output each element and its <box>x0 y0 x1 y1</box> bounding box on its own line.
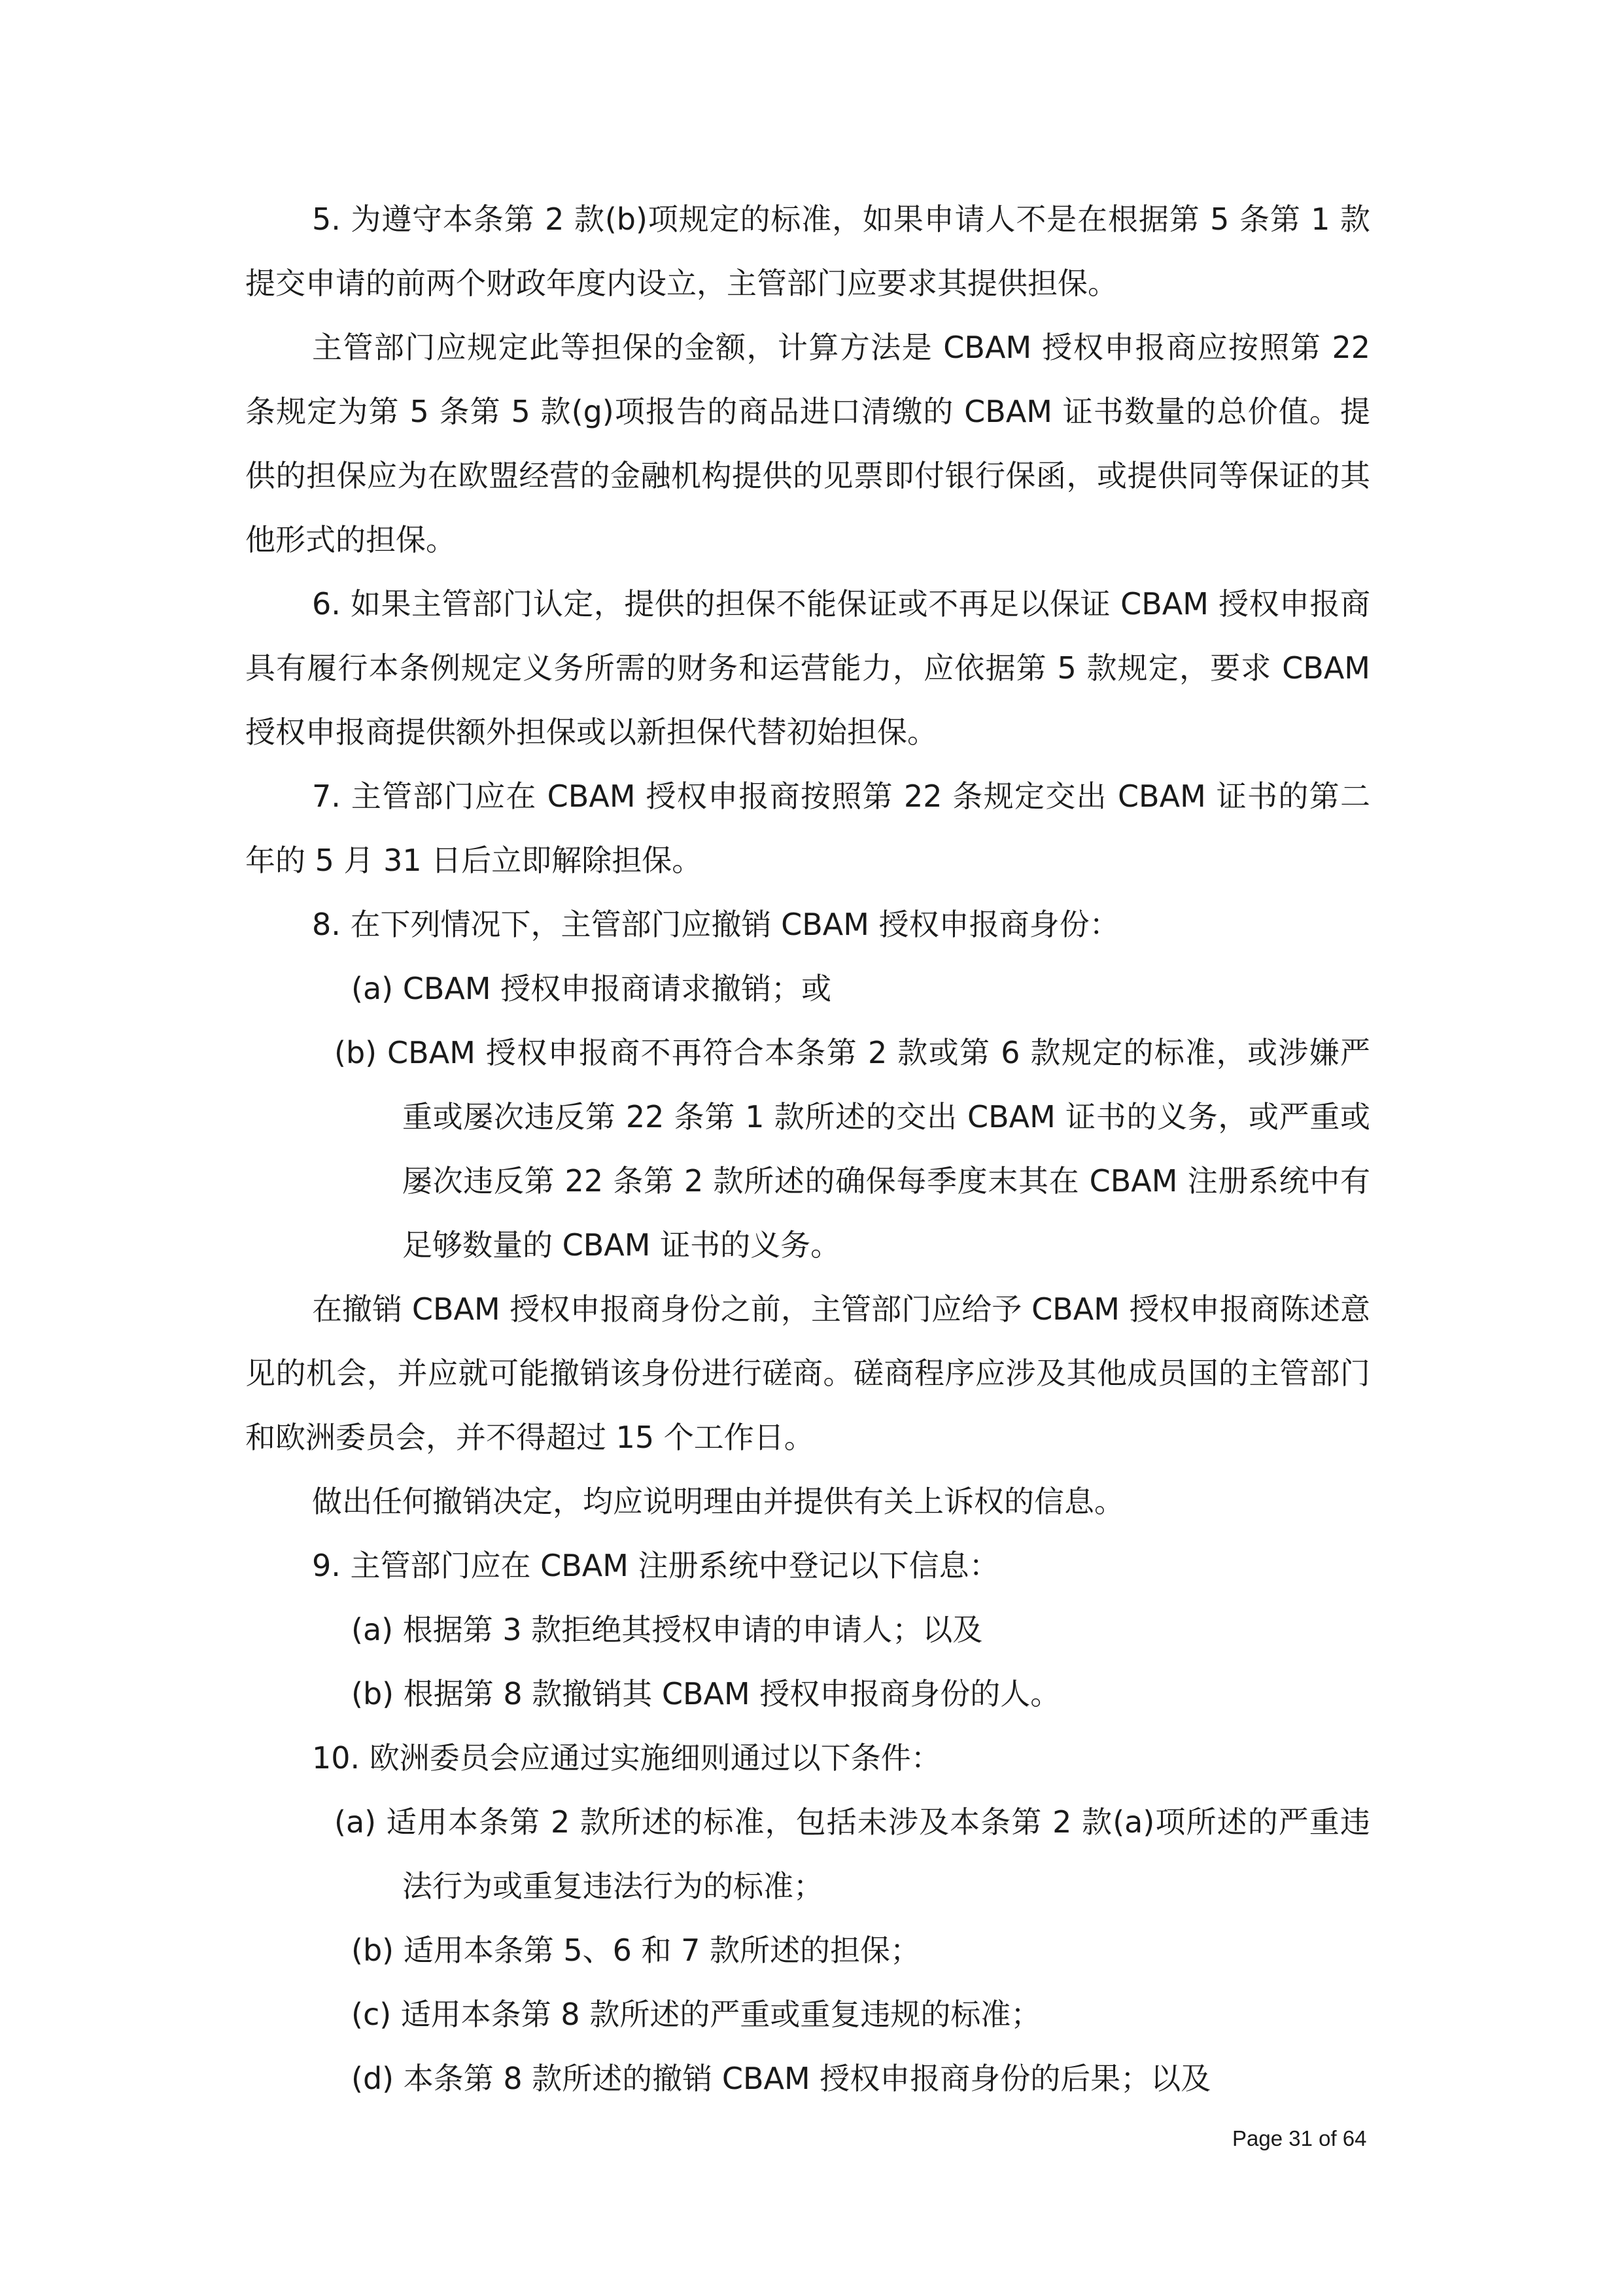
page-body <box>245 187 1370 2111</box>
page-number-footer: Page 31 of 64 <box>1232 2126 1367 2150</box>
paragraph-5-guarantee-requirement: 5. 为遵守本条第 2 款(b)项规定的标准，如果申请人不是在根据第 5 条第 1 款提交申请的前两个财政年度内设立，主管部门应要求其提供担保。 <box>245 201 1370 301</box>
list-item-8a: (a) CBAM 授权申报商请求撤销；或 <box>351 971 832 1006</box>
paragraph-revocation-consultation: 在撤销 CBAM 授权申报商身份之前，主管部门应给予 CBAM 授权申报商陈述意见的机会，并应就可能撤销该身份进行磋商。磋商程序应涉及其他成员国的主管部门和欧洲委员会，并不得超过 15 个工作日。 <box>245 1291 1370 1455</box>
list-item-10d: (d) 本条第 8 款所述的撤销 CBAM 授权申报商身份的后果；以及 <box>351 2061 1211 2096</box>
list-item-9b: (b) 根据第 8 款撤销其 CBAM 授权申报商身份的人。 <box>351 1676 1061 1711</box>
paragraph-7-release-guarantee: 7. 主管部门应在 CBAM 授权申报商按照第 22 条规定交出 CBAM 证书的第二年的 5 月 31 日后立即解除担保。 <box>245 779 1370 878</box>
list-item-10a: (a) 适用本条第 2 款所述的标准，包括未涉及本条第 2 款(a)项所述的严重违法行为或重复违法行为的标准； <box>334 1804 1370 1904</box>
paragraph-9-registry-intro: 9. 主管部门应在 CBAM 注册系统中登记以下信息： <box>312 1548 999 1583</box>
paragraph-revocation-reasons: 做出任何撤销决定，均应说明理由并提供有关上诉权的信息。 <box>312 1484 1124 1519</box>
list-item-9a: (a) 根据第 3 款拒绝其授权申请的申请人；以及 <box>351 1612 983 1647</box>
paragraph-10-implementing-acts-intro: 10. 欧洲委员会应通过实施细则通过以下条件： <box>312 1740 941 1776</box>
paragraph-guarantee-amount: 主管部门应规定此等担保的金额，计算方法是 CBAM 授权申报商应按照第 22 条规定为第 5 条第 5 款(g)项报告的商品进口清缴的 CBAM 证书数量的总价值。提供的担保应为在欧盟经营的金融机构提供的见票即付银行保函，或提供同等保证的其他形式的担保。 <box>245 330 1370 557</box>
list-item-10b: (b) 适用本条第 5、6 和 7 款所述的担保； <box>351 1933 921 1968</box>
paragraph-6-additional-guarantee: 6. 如果主管部门认定，提供的担保不能保证或不再足以保证 CBAM 授权申报商具有履行本条例规定义务所需的财务和运营能力，应依据第 5 款规定，要求 CBAM 授权申报商提供额外担保或以新担保代替初始担保。 <box>245 586 1370 750</box>
paragraph-8-revocation-intro: 8. 在下列情况下，主管部门应撤销 CBAM 授权申报商身份： <box>312 907 1120 942</box>
list-item-8b: (b) CBAM 授权申报商不再符合本条第 2 款或第 6 款规定的标准，或涉嫌严重或屡次违反第 22 条第 1 款所述的交出 CBAM 证书的义务，或严重或屡次违反第 22 条第 2 款所述的确保每季度末其在 CBAM 注册系统中有足够数量的 CBAM 证书的义务。 <box>334 1035 1370 1263</box>
list-item-10c: (c) 适用本条第 8 款所述的严重或重复违规的标准； <box>351 1997 1041 2032</box>
